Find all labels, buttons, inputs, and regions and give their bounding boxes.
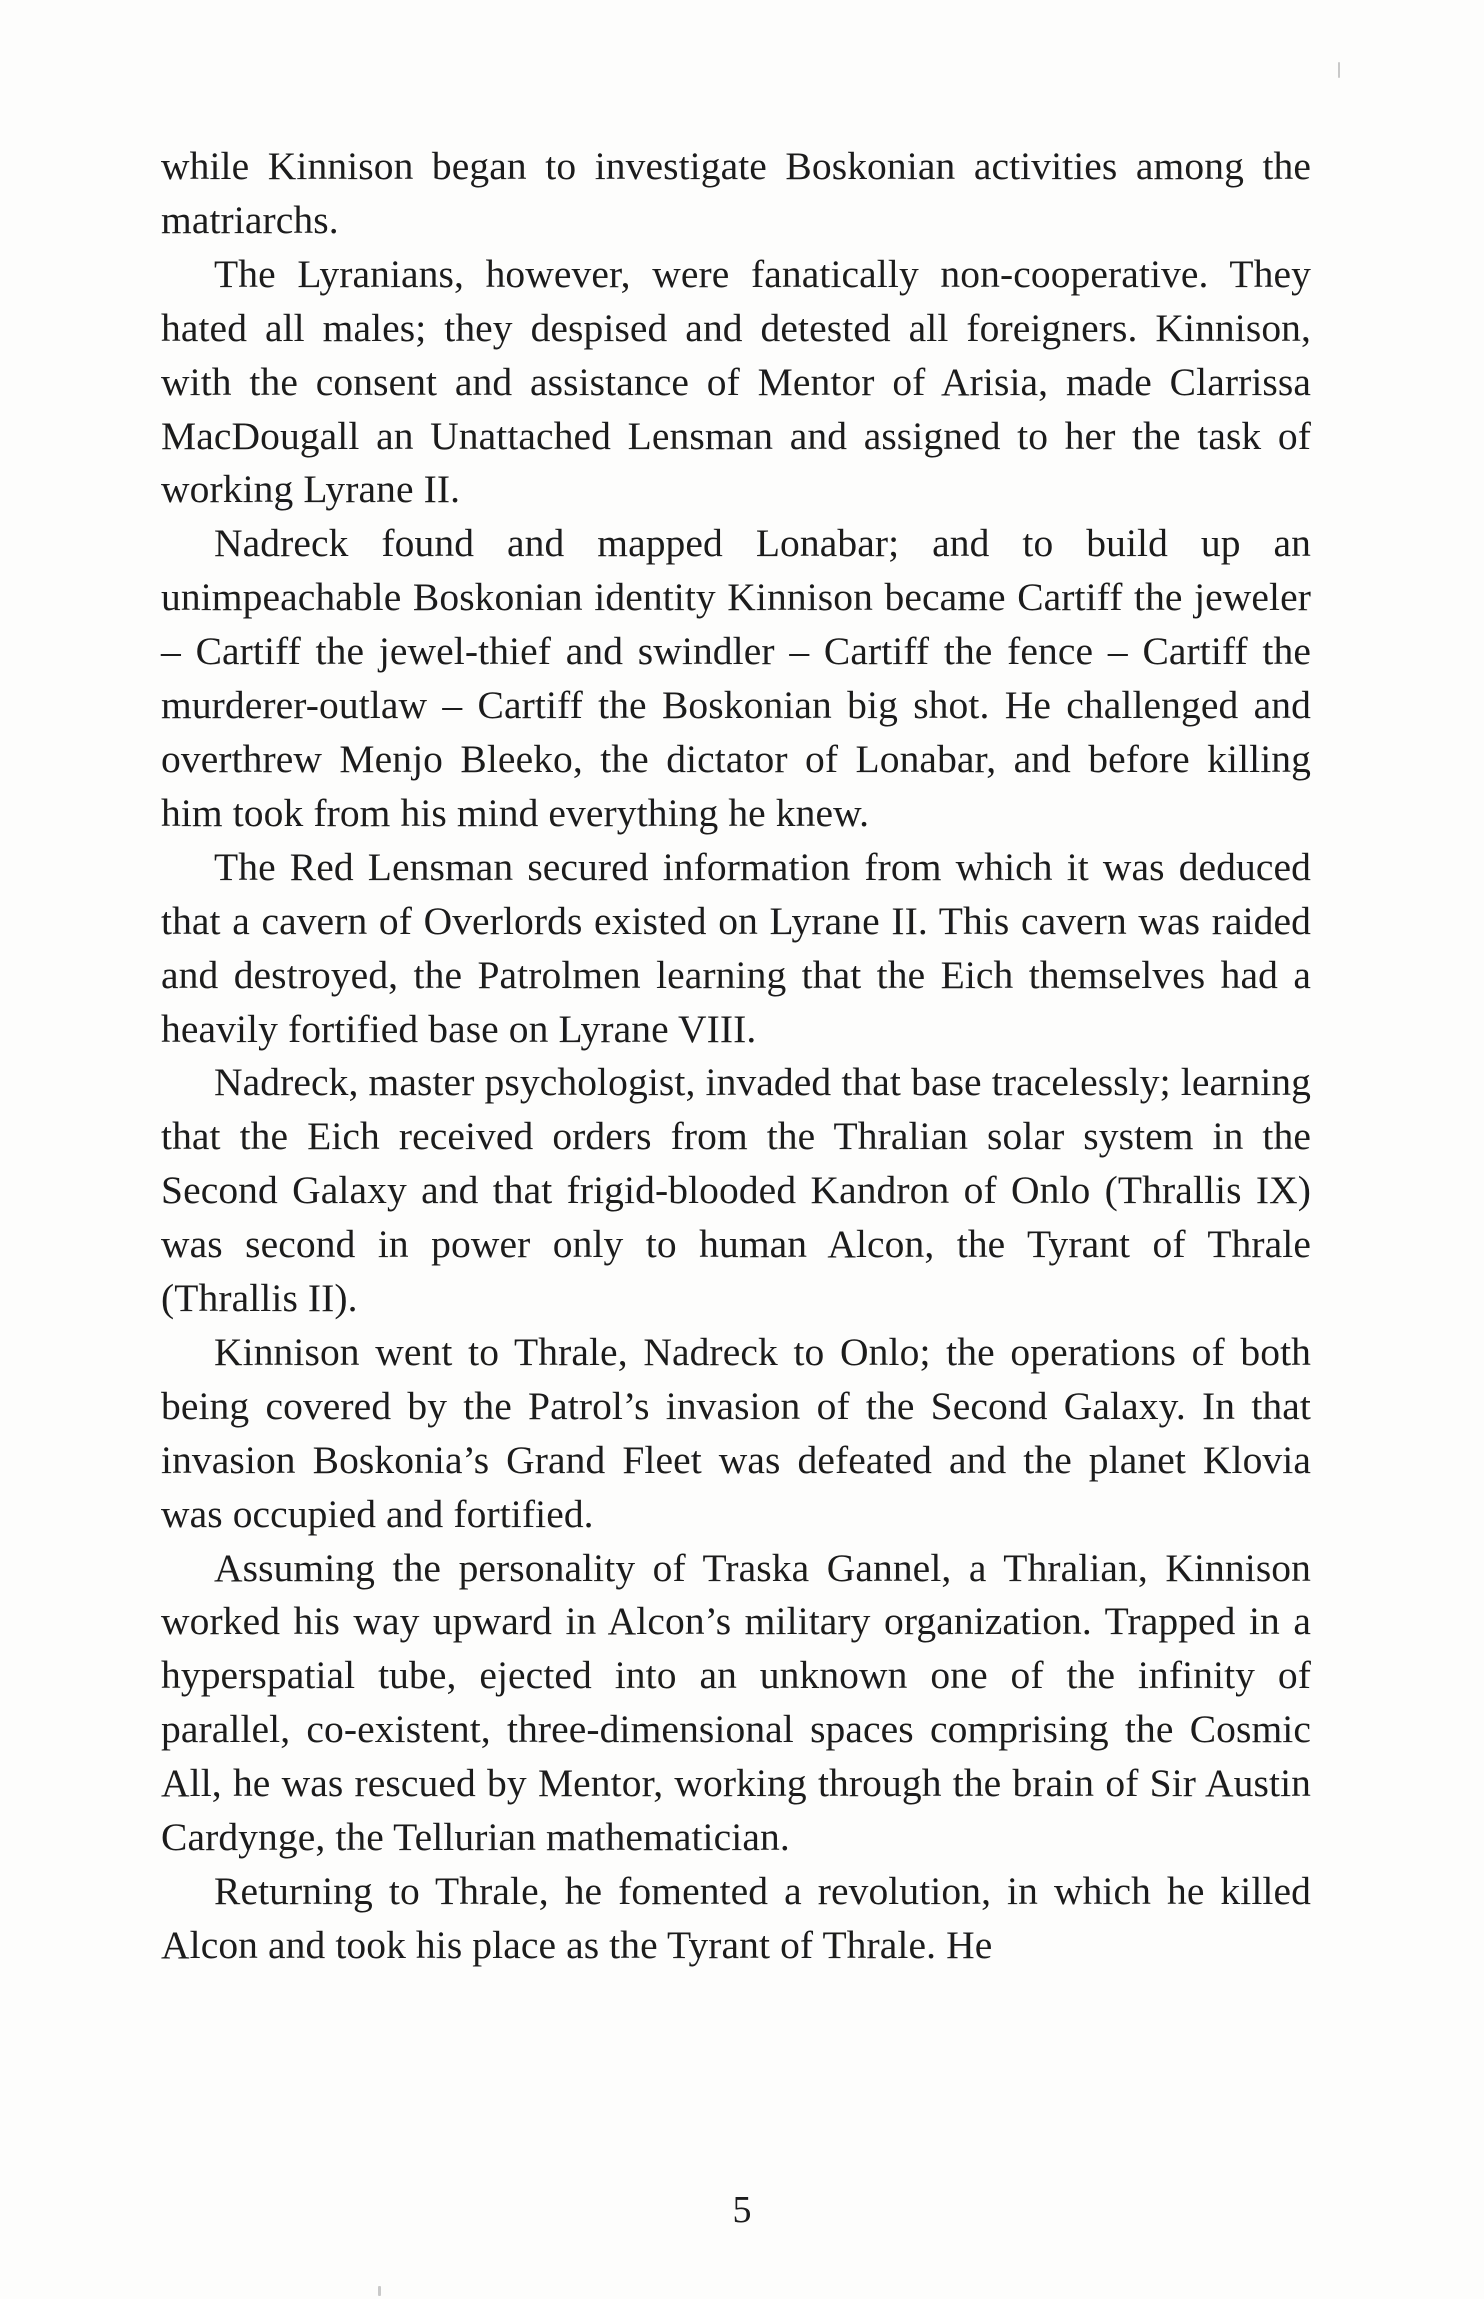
paragraph-3: Nadreck found and mapped Lonabar; and to build up an unimpeachable Boskonian identity Kinnison became Cartiff the jeweler – Cartiff the jewel-thief and swindler – Cartiff the fence – Cartiff the murderer-outlaw – Cartiff the Boskonian big shot. He challenged and overthrew Menjo Bleeko, the dictator of Lonabar, and before killing him took from his mind everything he knew. <box>161 521 1311 835</box>
paragraph-6: Kinnison went to Thrale, Nadreck to Onlo; the operations of both being covered by the Patrol’s invasion of the Second Galaxy. In that invasion Boskonia’s Grand Fleet was defeated and the planet Klovia was occupied and fortified. <box>161 1329 1311 1536</box>
paragraph-4: The Red Lensman secured information from which it was deduced that a cavern of Overlords existed on Lyrane II. This cavern was raided and destroyed, the Patrolmen learning that the Eich themselves had a heavily fortified base on Lyrane VIII. <box>161 844 1311 1051</box>
body-text <box>161 140 1311 1973</box>
paragraph-1: while Kinnison began to investigate Boskonian activities among the matriarchs. <box>161 144 1311 242</box>
page-number: 5 <box>732 2189 752 2231</box>
scan-speck <box>378 2286 381 2296</box>
paragraph-2: The Lyranians, however, were fanatically non-cooperative. They hated all males; they despised and detested all foreigners. Kinnison, with the consent and assistance of Mentor of Arisia, made Clarrissa MacDougall an Unattached Lensman and assigned to her the task of working Lyrane II. <box>161 251 1311 512</box>
paragraph-7: Assuming the personality of Traska Gannel, a Thralian, Kinnison worked his way upward in Alcon’s military organization. Trapped in a hyperspatial tube, ejected into an unknown one of the infinity of parallel, co-existent, three-dimensional spaces comprising the Cosmic All, he was rescued by Mentor, working through the brain of Sir Austin Cardynge, the Tellurian mathematician. <box>161 1545 1311 1860</box>
paragraph-5: Nadreck, master psychologist, invaded that base tracelessly; learning that the Eich received orders from the Thralian solar system in the Second Galaxy and that frigid-blooded Kandron of Onlo (Thrallis IX) was second in power only to human Alcon, the Tyrant of Thrale (Thrallis II). <box>161 1060 1311 1321</box>
paragraph-8: Returning to Thrale, he fomented a revolution, in which he killed Alcon and took his place as the Tyrant of Thrale. He <box>161 1869 1311 1967</box>
scan-speck <box>1338 62 1340 78</box>
